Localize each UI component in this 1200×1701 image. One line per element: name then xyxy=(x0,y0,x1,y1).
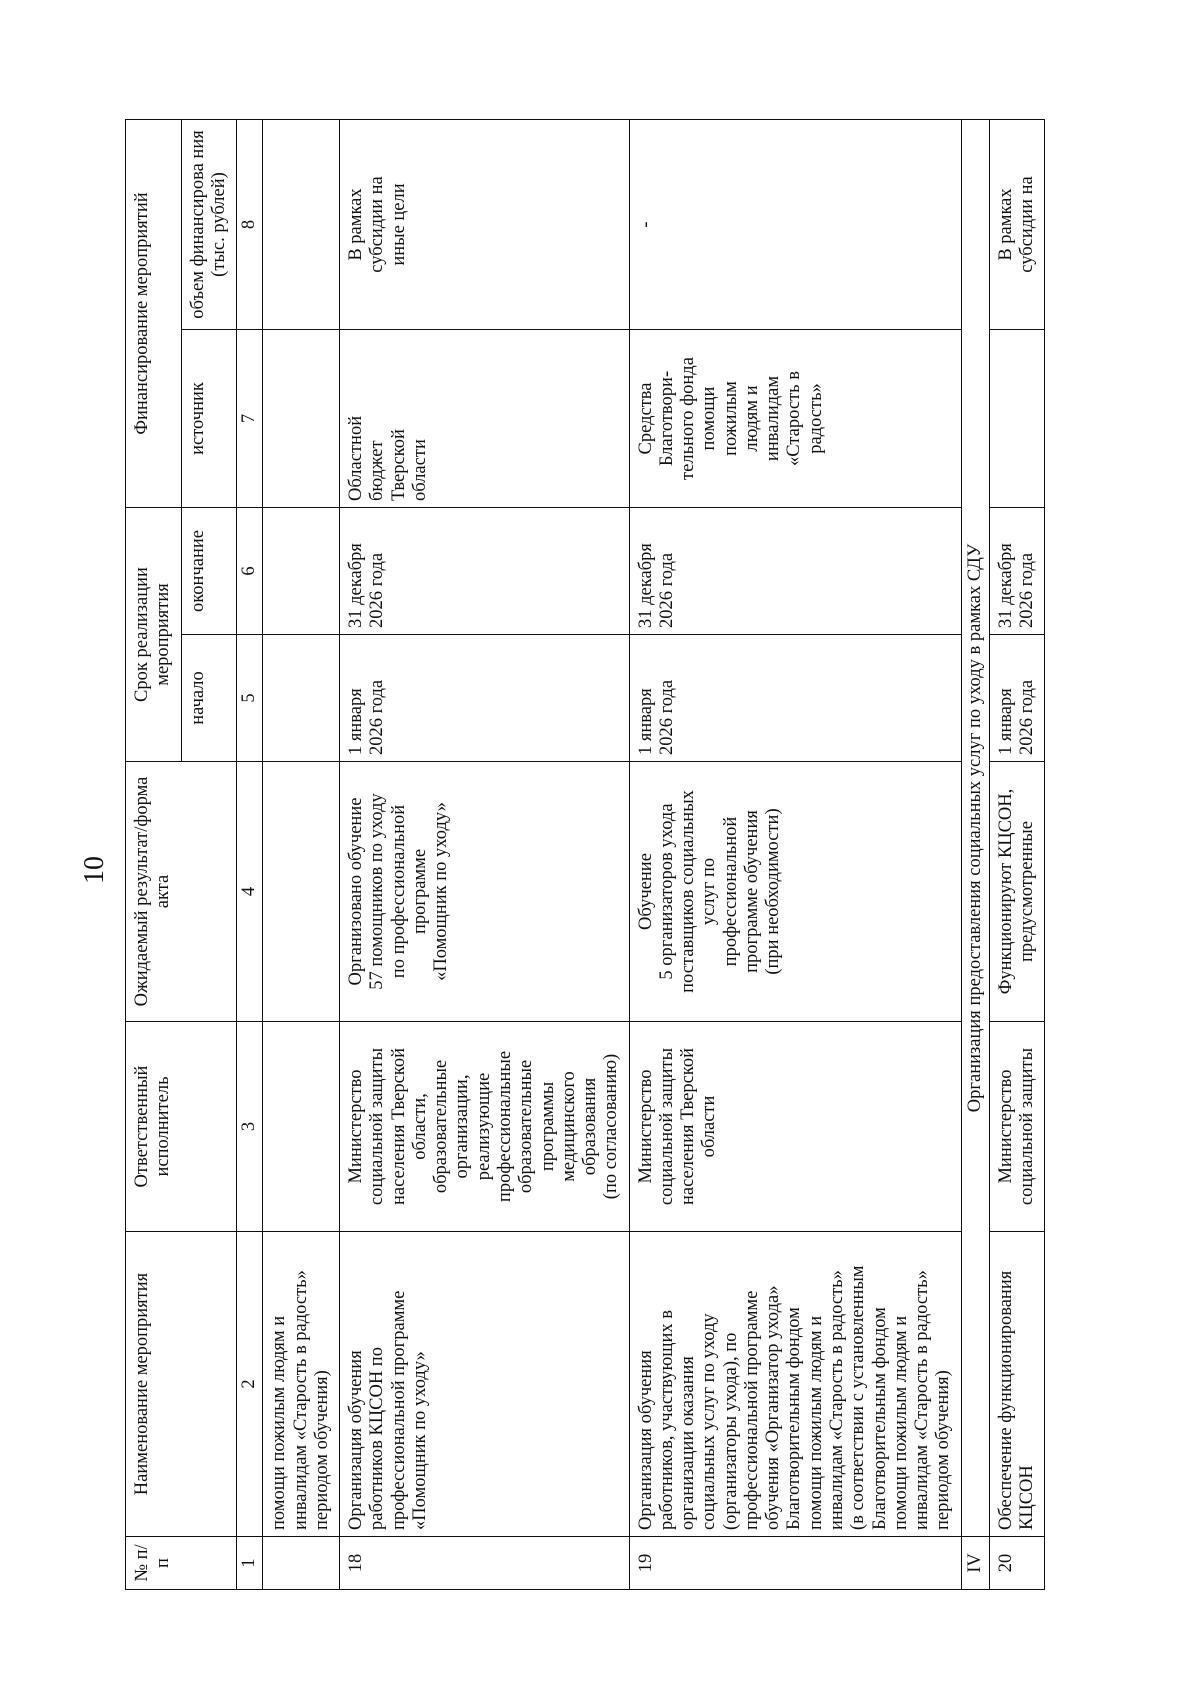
row-name: помощи пожилым людям и инвалидам «Старость в радость» периодом обучения) xyxy=(263,1232,340,1537)
column-number: 6 xyxy=(237,508,263,635)
row-end: 31 декабря 2026 года xyxy=(989,508,1045,635)
row-no: 18 xyxy=(340,1537,629,1590)
header-term: Срок реализации мероприятия xyxy=(126,508,182,762)
section-title: Организация предоставления социальных услуг по уходу в рамках СДУ xyxy=(961,120,989,1537)
row-end xyxy=(263,508,340,635)
row-name: Обеспечение функционирования КЦСОН xyxy=(989,1232,1045,1537)
row-source xyxy=(263,330,340,508)
row-no xyxy=(263,1537,340,1590)
row-responsible: Министерство социальной защиты населения Тверской области, образовательные организации, реализующие профессиональные образовательные программы медицинского образования (по согласованию) xyxy=(340,1022,629,1232)
row-responsible xyxy=(263,1022,340,1232)
column-number-row xyxy=(237,120,263,1590)
column-number: 8 xyxy=(237,120,263,330)
row-source: Областной бюджет Тверской области xyxy=(340,330,629,508)
row-result: Обучение 5 организаторов ухода поставщиков социальных услуг по профессиональной программе обучения (при необходимости) xyxy=(629,762,961,1022)
row-result: Функционируют КЦСОН, предусмотренные xyxy=(989,762,1045,1022)
row-responsible: Министерство социальной защиты xyxy=(989,1022,1045,1232)
row-result xyxy=(263,762,340,1022)
header-row-1 xyxy=(126,120,182,1590)
row-start xyxy=(263,635,340,762)
row-no: 20 xyxy=(989,1537,1045,1590)
page-number: 10 xyxy=(79,856,110,884)
table-row-20 xyxy=(989,120,1045,1590)
rotated-table-wrapper xyxy=(125,120,1085,1590)
row-result: Организовано обучение 57 помощников по уходу по профессиональной программе «Помощник по уходу» xyxy=(340,762,629,1022)
column-number: 7 xyxy=(237,330,263,508)
row-source xyxy=(989,330,1045,508)
header-source: источник xyxy=(181,330,237,508)
row-start: 1 января 2026 года xyxy=(989,635,1045,762)
section-row-iv xyxy=(961,120,989,1590)
table-row-18 xyxy=(340,120,629,1590)
row-amount: В рамках субсидии на иные цели xyxy=(340,120,629,330)
row-amount: В рамках субсидии на xyxy=(989,120,1045,330)
activities-table xyxy=(125,119,1045,1590)
row-amount xyxy=(263,120,340,330)
header-responsible: Ответственный исполнитель xyxy=(126,1022,237,1232)
row-name: Организация обучения работников, участвующих в организации оказания социальных услуг по уходу (организаторы ухода), по профессиональной программе обучения «Организатор ухода» Благотворительным фондом помощи пожилым людям и инвалидам «Старость в радость» (в соответствии с установленным Благотворительным фондом помощи пожилым людям и инвалидам «Старость в радость» периодом обучения) xyxy=(629,1232,961,1537)
row-start: 1 января 2026 года xyxy=(629,635,961,762)
header-term-end: окончание xyxy=(181,508,237,635)
header-result: Ожидаемый результат/форма акта xyxy=(126,762,237,1022)
header-term-start: начало xyxy=(181,635,237,762)
section-no: IV xyxy=(961,1537,989,1590)
row-start: 1 января 2026 года xyxy=(340,635,629,762)
table-row-19 xyxy=(629,120,961,1590)
row-end: 31 декабря 2026 года xyxy=(340,508,629,635)
table-row-continued xyxy=(263,120,340,1590)
row-source: Средства Благотвори- тельного фонда помощи пожилым людям и инвалидам «Старость в радость» xyxy=(629,330,961,508)
column-number: 5 xyxy=(237,635,263,762)
column-number: 2 xyxy=(237,1232,263,1537)
column-number: 1 xyxy=(237,1537,263,1590)
row-end: 31 декабря 2026 года xyxy=(629,508,961,635)
header-name: Наименование мероприятия xyxy=(126,1232,237,1537)
header-finance: Финансирование мероприятий xyxy=(126,120,182,508)
column-number: 4 xyxy=(237,762,263,1022)
row-responsible: Министерство социальной защиты населения Тверской области xyxy=(629,1022,961,1232)
row-name: Организация обучения работников КЦСОН по профессиональной программе «Помощник по уходу» xyxy=(340,1232,629,1537)
row-no: 19 xyxy=(629,1537,961,1590)
row-amount: - xyxy=(629,120,961,330)
header-no: № п/п xyxy=(126,1537,237,1590)
header-amount: объем финансирова ния (тыс. рублей) xyxy=(181,120,237,330)
column-number: 3 xyxy=(237,1022,263,1232)
